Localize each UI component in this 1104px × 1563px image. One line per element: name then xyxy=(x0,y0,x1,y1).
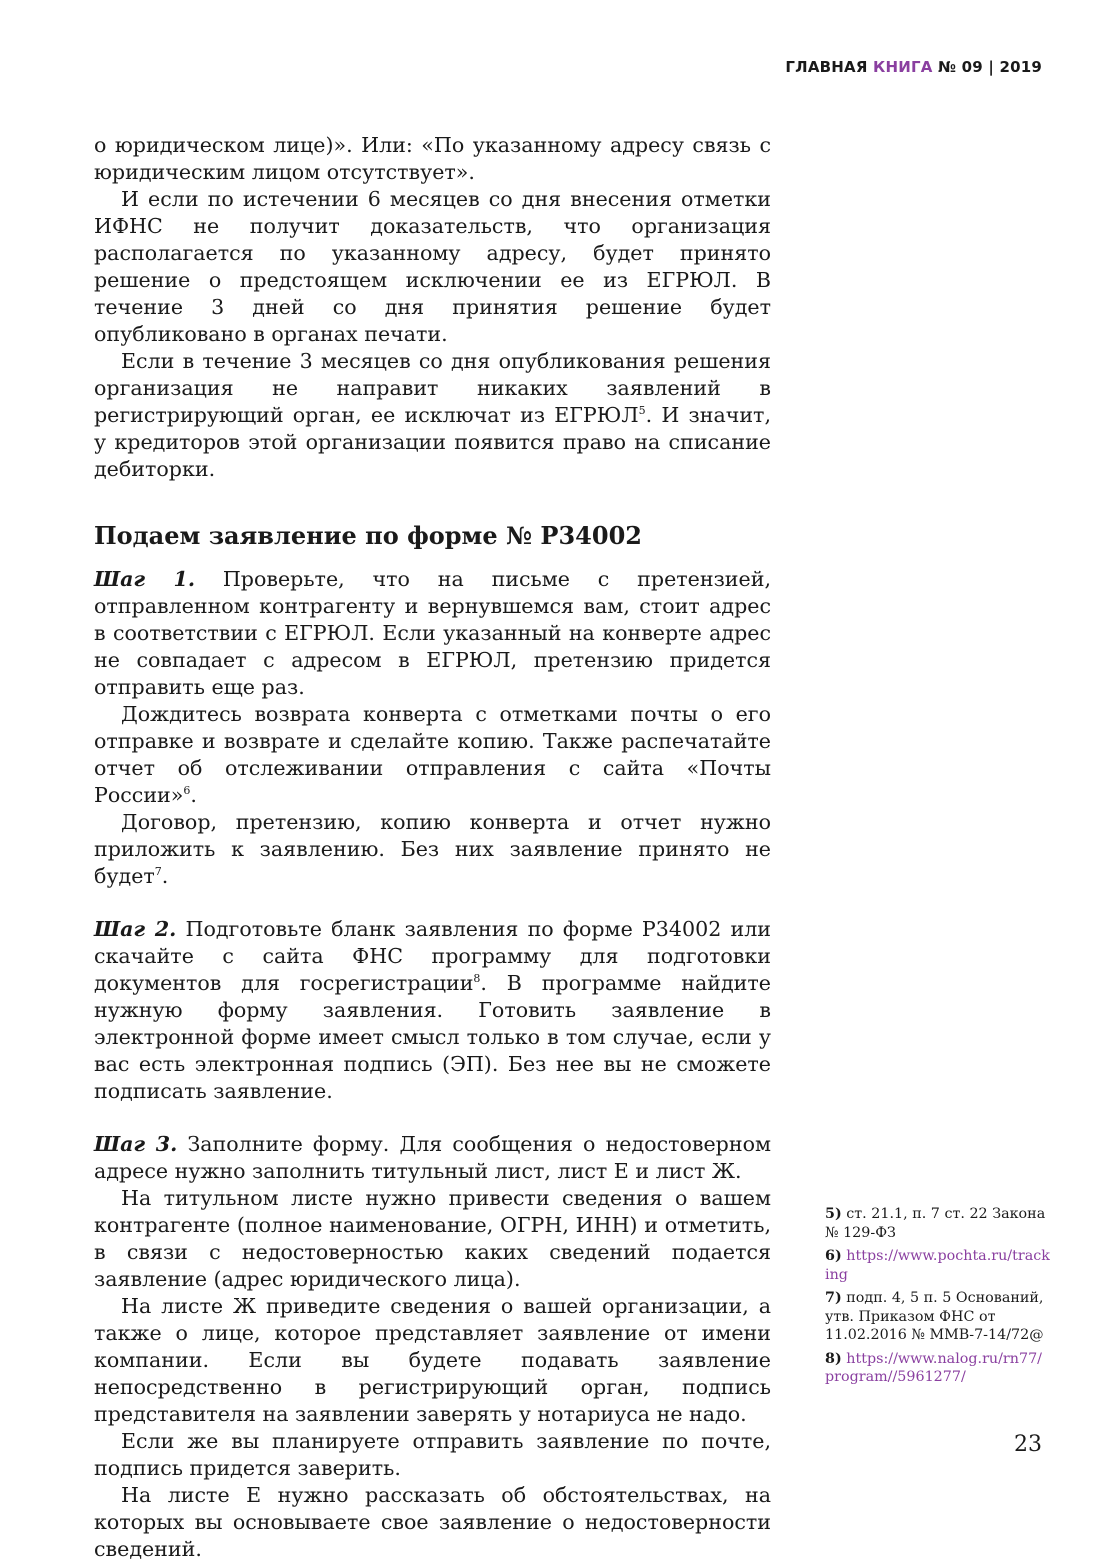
masthead-title: ГЛАВНАЯ xyxy=(785,58,874,76)
step-2-paragraph: Шаг 2. Подготовьте бланк заявления по форме Р34002 или скачайте с сайта ФНС программу для подготовки документов для госрегистрации$^8$. В программе найдите нужную форму заявления. Готовить заявление в электронной форме имеет смысл только в том случае, если у вас есть электронная подпись (ЭП). Без нее вы не сможете подписать заявление. xyxy=(94,917,772,1103)
footnote-5: 5) ст. 21.1, п. 7 ст. 22 Закона № 129-ФЗ xyxy=(825,1206,1046,1241)
paragraph-1: о юридическом лице)». Или: «По указанному адресу связь с юридическим лицом отсутствует». xyxy=(94,133,771,184)
step-1-paragraph: Шаг 1. Проверьте, что на письме с претензией, отправленном контрагенту и вернувшемся вам, стоит адрес в соответствии с ЕГРЮЛ. Если указанный на конверте адрес не совпадает с адресом в ЕГРЮЛ, претензию придется отправить еще раз. xyxy=(94,567,771,699)
masthead-issue: № 09 | 2019 xyxy=(932,58,1042,76)
section-heading: Подаем заявление по форме № Р34002 xyxy=(94,521,642,550)
footnote-ref-8: 8 xyxy=(473,972,481,986)
paragraph-2: И если по истечении 6 месяцев со дня внесения отметки ИФНС не получит доказательств, что организация располагается по указанному адресу, будет принято решение о предстоящем исключении ее из ЕГРЮЛ. В течение 3 дней со дня принятия решение будет опубликовано в органах печати. xyxy=(94,187,771,346)
footnote-6-link[interactable]: https://www.pochta.ru/tracking xyxy=(825,1248,1050,1283)
step-3-paragraph: Шаг 3. Заполните форму. Для сообщения о недостоверном адресе нужно заполнить титульный лист, лист Е и лист Ж. xyxy=(94,1132,771,1183)
step-2-label: Шаг 2. xyxy=(94,917,177,941)
footnote-ref-5: 5 xyxy=(638,404,646,418)
footnote-7: 7) подп. 4, 5 п. 5 Оснований, утв. Приказом ФНС от 11.02.2016 № ММВ-7-14/72@ xyxy=(825,1290,1044,1343)
paragraph-3: Если в течение 3 месяцев со дня опубликования решения организация не направит никаких заявлений в регистрирующий орган, ее исключат из ЕГРЮЛ$^5$. И значит, у кредиторов этой организации появится право на списание дебиторки. xyxy=(94,349,771,481)
paragraph-6: Договор, претензию, копию конверта и отчет нужно приложить к заявлению. Без них заявление принято не будет$^7$. xyxy=(94,810,771,888)
masthead-title-accent: КНИГА xyxy=(873,58,933,76)
footnote-ref-7: 7 xyxy=(154,865,162,879)
footnotes xyxy=(825,1205,1050,1392)
article-body xyxy=(94,132,771,1563)
paragraph-11: Если же вы планируете отправить заявление по почте, подпись придется заверить. xyxy=(94,1429,771,1480)
magazine-masthead xyxy=(785,58,1042,76)
step-3-label: Шаг 3. xyxy=(94,1132,178,1156)
paragraph-5: Дождитесь возврата конверта с отметками почты о его отправке и возврате и сделайте копию. Также распечатайте отчет об отслеживании отправления с сайта «Почты России»$^6$. xyxy=(94,702,771,807)
footnote-ref-6: 6 xyxy=(183,784,191,798)
footnote-8: 8) https://www.nalog.ru/rn77/program//5961277/ xyxy=(825,1350,1042,1385)
footnote-8-link[interactable]: https://www.nalog.ru/rn77/program//5961277/ xyxy=(825,1350,1042,1385)
step-1-label: Шаг 1. xyxy=(94,567,195,591)
paragraph-12: На листе Е нужно рассказать об обстоятельствах, на которых вы основываете свое заявление о недостоверности сведений. xyxy=(94,1483,771,1561)
paragraph-10: На листе Ж приведите сведения о вашей организации, а также о лице, которое представляет заявление от имени компании. Если вы будете подавать заявление непосредственно в регистрирующий орган, подпись представителя на заявлении заверять у нотариуса не надо. xyxy=(94,1294,771,1426)
page-number: 23 xyxy=(1014,1432,1042,1457)
footnote-6: 6) https://www.pochta.ru/tracking xyxy=(825,1248,1050,1283)
paragraph-9: На титульном листе нужно привести сведения о вашем контрагенте (полное наименование, ОГРН, ИНН) и отметить, в связи с недостоверностью каких сведений подается заявление (адрес юридического лица). xyxy=(94,1186,771,1291)
